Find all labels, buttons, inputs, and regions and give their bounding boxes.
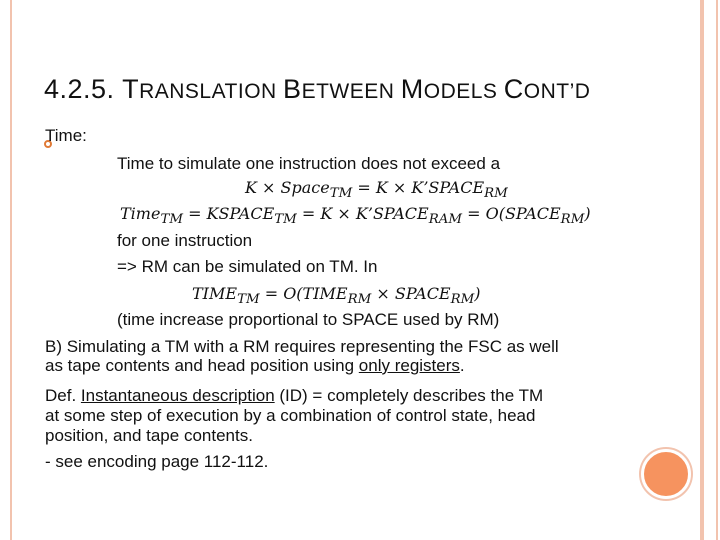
- text-line-2: for one instruction: [117, 231, 253, 250]
- text-line-3: => RM can be simulated on TM. In: [117, 257, 378, 276]
- text-line-4: (time increase proportional to SPACE used by RM): [117, 310, 500, 329]
- text-line-9: position, and tape contents.: [45, 426, 253, 445]
- text-line-5: B) Simulating a TM with a RM requires representing the FSC as well: [45, 337, 559, 356]
- text-line-10: - see encoding page 112-112.: [45, 452, 269, 471]
- time-label: Time:: [45, 126, 87, 145]
- text-line-8: at some step of execution by a combination of control state, head: [45, 406, 536, 425]
- slide-title: 4.2.5. TRANSLATION BETWEEN MODELS CONT’D: [44, 74, 591, 104]
- frame-right-stripe: [702, 0, 718, 540]
- math-line-3: $TIME_{TM}$ = $O(TIME_{RM}$ × $SPACE_{RM}$): [192, 284, 481, 308]
- math-line-2: Time$_{TM}$ = $KSPACE_{TM} = K$ × $K’SPACE_{RAM}$ = $O(SPACE_{RM})$: [120, 204, 591, 228]
- text-line-7: Def. Instantaneous description (ID) = completely describes the TM: [45, 386, 544, 405]
- only-registers-link: only registers: [358, 356, 460, 375]
- text-line-6: as tape contents and head position using only registers.: [45, 356, 465, 375]
- math-line-1: K × Space$_{TM}$ = $K \times K’SPACE_{RM}$: [245, 178, 508, 202]
- decorative-circle-icon: [641, 449, 691, 499]
- text-line-1: Time to simulate one instruction does not exceed a: [117, 154, 501, 173]
- instantaneous-description-term: Instantaneous description: [80, 386, 275, 405]
